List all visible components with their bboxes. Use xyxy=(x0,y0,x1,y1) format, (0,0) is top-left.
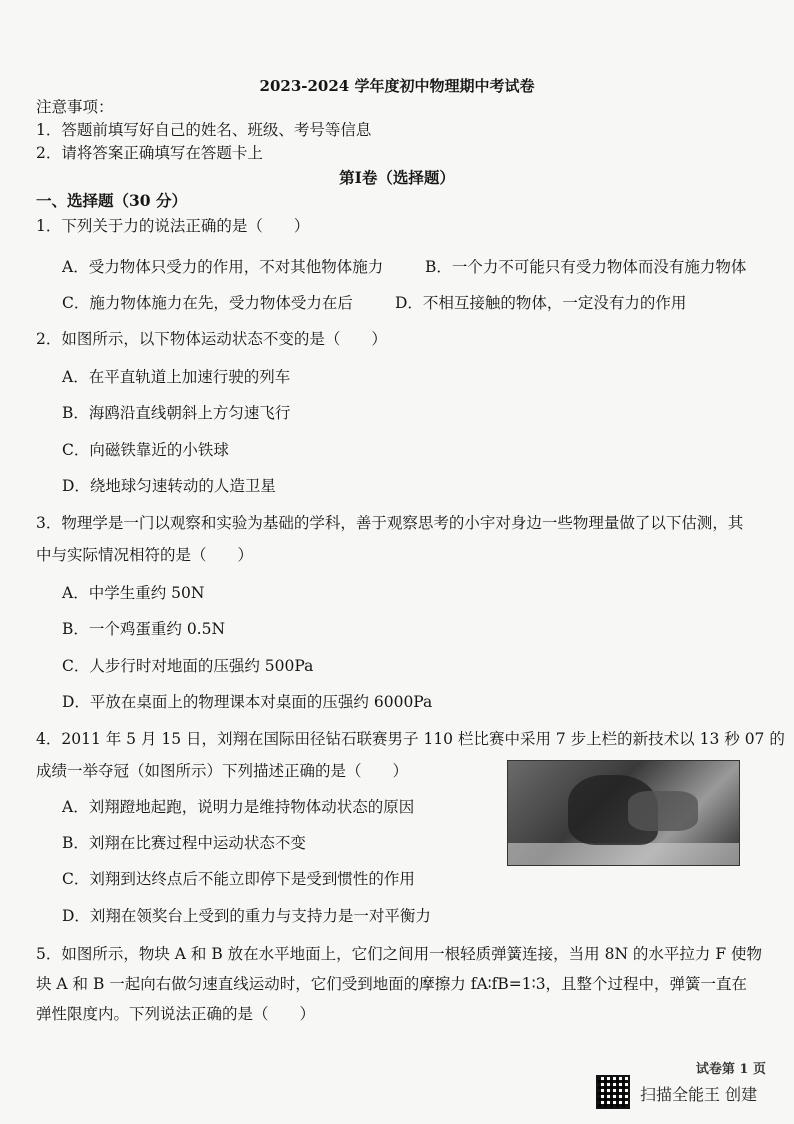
scanner-watermark: 扫描全能王 创建 xyxy=(640,1085,758,1104)
notice-item-2: 2．请将答案正确填写在答题卡上 xyxy=(36,144,263,162)
section-title: 一、选择题（30 分） xyxy=(36,191,187,210)
question-4-stem-line-1: 4．2011 年 5 月 15 日，刘翔在国际田径钻石联赛男子 110 栏比赛中采用 7 步上栏的新技术以 13 秒 07 的 xyxy=(36,730,785,748)
question-2-option-c: C．向磁铁靠近的小铁球 xyxy=(62,441,229,459)
photo-athlete-arm xyxy=(628,791,698,831)
question-4-option-a: A．刘翔蹬地起跑，说明力是维持物体动状态的原因 xyxy=(62,798,415,816)
question-2-option-a: A．在平直轨道上加速行驶的列车 xyxy=(62,368,291,386)
question-2-option-b: B．海鸥沿直线朝斜上方匀速飞行 xyxy=(62,404,291,422)
question-1-option-d: D．不相互接触的物体，一定没有力的作用 xyxy=(395,294,687,312)
question-5-stem-line-2: 块 A 和 B 一起向右做匀速直线运动时，它们受到地面的摩擦力 fA∶fB=1∶3，且整个过程中，弹簧一直在 xyxy=(36,975,748,993)
hurdler-photo xyxy=(507,760,740,866)
question-3-option-d: D．平放在桌面上的物理课本对桌面的压强约 6000Pa xyxy=(62,693,433,711)
page-number: 试卷第 1 页 xyxy=(695,1062,766,1077)
question-3-stem-line-1: 3．物理学是一门以观察和实验为基础的学科，善于观察思考的小宇对身边一些物理量做了以下估测，其 xyxy=(36,514,744,532)
question-4-stem-line-2: 成绩一举夺冠（如图所示）下列描述正确的是（ ） xyxy=(36,762,409,780)
question-3-option-a: A．中学生重约 50N xyxy=(62,584,205,602)
question-2-stem: 2．如图所示，以下物体运动状态不变的是（ ） xyxy=(36,330,387,348)
question-1-stem: 1．下列关于力的说法正确的是（ ） xyxy=(36,217,310,235)
volume-title: 第Ⅰ卷（选择题） xyxy=(339,168,455,187)
question-4-option-d: D．刘翔在领奖台上受到的重力与支持力是一对平衡力 xyxy=(62,907,431,925)
question-3-stem-line-2: 中与实际情况相符的是（ ） xyxy=(36,546,254,564)
question-1-option-a: A．受力物体只受力的作用，不对其他物体施力 xyxy=(62,258,384,276)
notice-item-1: 1．答题前填写好自己的姓名、班级、考号等信息 xyxy=(36,121,372,139)
photo-track xyxy=(508,843,739,865)
question-3-option-b: B．一个鸡蛋重约 0.5N xyxy=(62,620,226,638)
exam-title: 2023-2024 学年度初中物理期中考试卷 xyxy=(259,77,535,95)
question-5-stem-line-1: 5．如图所示，物块 A 和 B 放在水平地面上，它们之间用一根轻质弹簧连接，当用 8N 的水平拉力 F 使物 xyxy=(36,945,763,963)
question-1-option-c: C．施力物体施力在先，受力物体受力在后 xyxy=(62,294,353,312)
question-4-option-c: C．刘翔到达终点后不能立即停下是受到惯性的作用 xyxy=(62,870,415,888)
qr-code-icon xyxy=(596,1075,630,1109)
question-2-option-d: D．绕地球匀速转动的人造卫星 xyxy=(62,477,276,495)
question-5-stem-line-3: 弹性限度内。下列说法正确的是（ ） xyxy=(36,1005,316,1023)
question-3-option-c: C．人步行时对地面的压强约 500Pa xyxy=(62,657,314,675)
question-4-option-b: B．刘翔在比赛过程中运动状态不变 xyxy=(62,834,306,852)
notice-heading: 注意事项： xyxy=(36,98,114,116)
question-1-option-b: B．一个力不可能只有受力物体而没有施力物体 xyxy=(425,258,747,276)
